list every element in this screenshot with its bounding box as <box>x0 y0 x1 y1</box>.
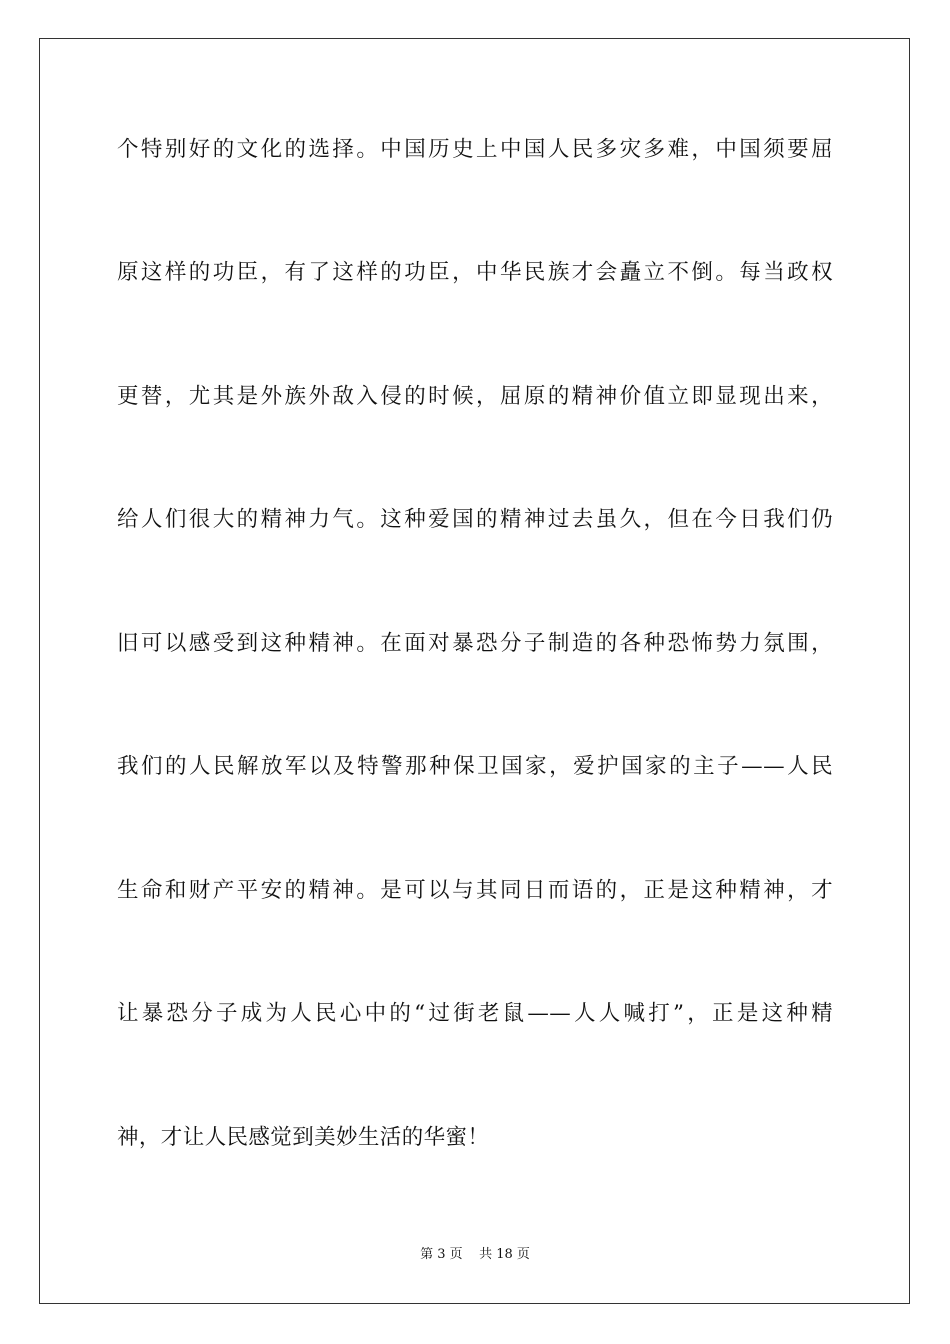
body-text-line: 神，才让人民感觉到美妙生活的华蜜！ <box>117 1125 490 1150</box>
body-text-line: 个特别好的文化的选择。中国历史上中国人民多灾多难，中国须要屈 <box>117 137 833 162</box>
body-text-line: 我们的人民解放军以及特警那种保卫国家，爱护国家的主子——人民 <box>117 754 833 779</box>
body-text-line: 让暴恐分子成为人民心中的“过街老鼠——人人喊打”，正是这种精 <box>117 1001 833 1026</box>
page-number-footer: 第 3 页 共 18 页 <box>420 1247 530 1262</box>
body-text-line: 给人们很大的精神力气。这种爱国的精神过去虽久，但在今日我们仍 <box>117 507 833 532</box>
body-text-line: 原这样的功臣，有了这样的功臣，中华民族才会矗立不倒。每当政权 <box>117 260 833 285</box>
body-text-line: 旧可以感受到这种精神。在面对暴恐分子制造的各种恐怖势力氛围， <box>117 631 833 656</box>
page-border <box>39 38 910 1304</box>
body-text-line: 生命和财产平安的精神。是可以与其同日而语的，正是这种精神，才 <box>117 878 833 903</box>
body-text-line: 更替，尤其是外族外敌入侵的时候，屈原的精神价值立即显现出来， <box>117 384 833 409</box>
